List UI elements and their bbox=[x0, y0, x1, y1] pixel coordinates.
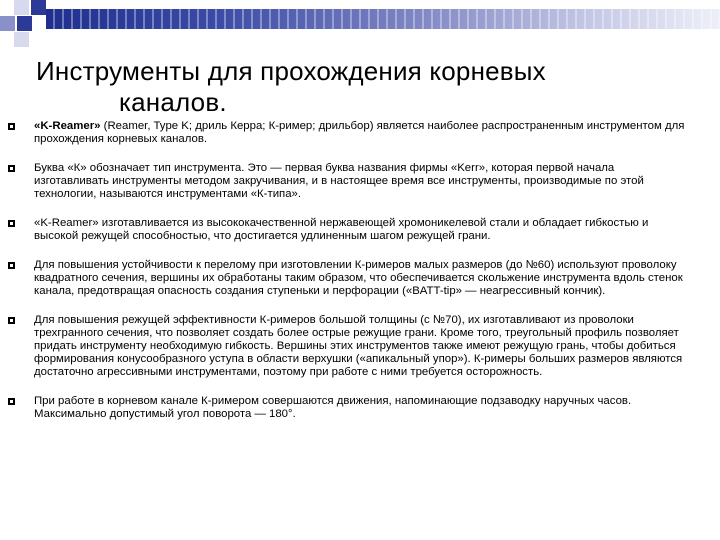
square-bullet-icon bbox=[8, 262, 15, 269]
list-item bbox=[0, 259, 720, 298]
square-bullet-icon bbox=[8, 317, 15, 324]
square-bullet-icon bbox=[8, 123, 15, 130]
square-bullet-icon bbox=[8, 220, 15, 227]
title-line-1: Инструменты для прохождения корневых bbox=[36, 56, 546, 86]
header-stripes bbox=[46, 9, 720, 29]
title-line-2: каналов. bbox=[119, 87, 227, 117]
item-lead: «K-Reamer» bbox=[34, 120, 101, 132]
slide-title bbox=[36, 56, 696, 118]
list-item bbox=[0, 314, 720, 379]
square-bullet-icon bbox=[8, 165, 15, 172]
item-text: (Reamer, Type K; дриль Керра; К-ример; дрильбор) является наиболее распространенным инструментом для прохождения корневых каналов. bbox=[34, 120, 685, 145]
square-bullet-icon bbox=[8, 398, 15, 405]
item-text: Для повышения режущей эффективности К-римеров большой толщины (с №70), их изготавливают из проволоки трехгранного сечения, что позволяет создать более острые режущие грани. Кроме того, треугольный профиль позволяет придать инструменту необходимую гибкость. Вершины этих инструментов также имеют режущую грань, чтобы добиться формирования конусообразного уступа в области верхушки («апикальный упор»). К-римеры больших размеров являются достаточно агрессивными инструментами, поэтому при работе с ними требуется осторожность. bbox=[34, 314, 683, 378]
item-text: Буква «К» обозначает тип инструмента. Это — первая буква названия фирмы «Kerr», которая первой начала изготавливать инструменты методом закручивания, и в настоящее время все инструменты, производимые по этой технологии, называются инструментами «К-типа». bbox=[34, 162, 644, 200]
list-item bbox=[0, 395, 720, 421]
bullet-list bbox=[0, 120, 720, 437]
item-text: Для повышения устойчивости к перелому при изготовлении К-римеров малых размеров (до №60) используют проволоку квадратного сечения, вершины их обработаны таким образом, что обеспечивается скольжение инструмента вдоль стенок канала, предотвращая опасность создания ступеньки и перфорации («BATT-tip» — неагрессивный кончик). bbox=[34, 259, 683, 297]
item-text: При работе в корневом канале К-римером совершаются движения, напоминающие подзаводку наручных часов. Максимально допустимый угол поворота — 180°. bbox=[34, 395, 632, 420]
list-item bbox=[0, 217, 720, 243]
list-item bbox=[0, 162, 720, 201]
item-text: «K-Reamer» изготавливается из высококачественной нержавеющей хромоникелевой стали и обладает гибкостью и высокой режущей способностью, что достигается удлиненным шагом режущей грани. bbox=[34, 217, 649, 242]
list-item bbox=[0, 120, 720, 146]
